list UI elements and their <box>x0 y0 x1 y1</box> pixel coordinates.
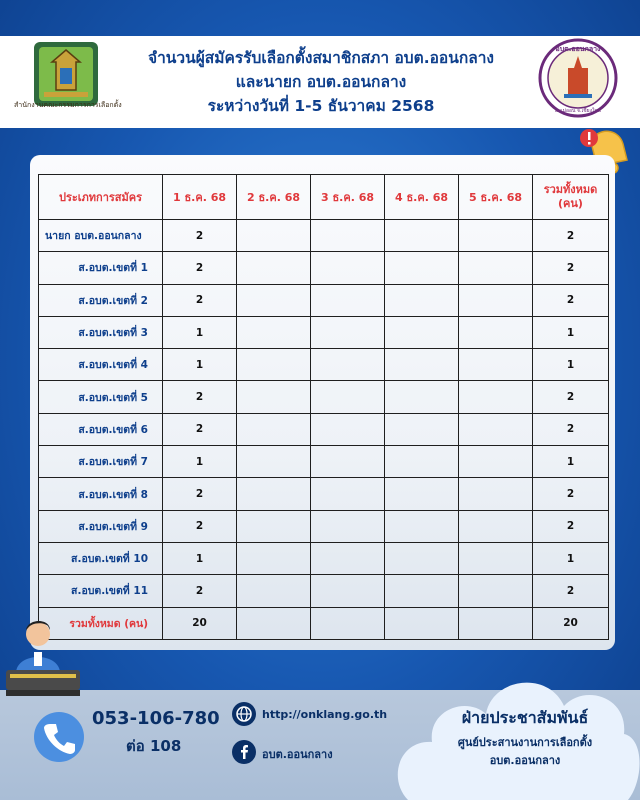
header-day-2: 2 ธ.ค. 68 <box>237 175 311 220</box>
cell-day-4 <box>385 349 459 381</box>
table-row <box>39 349 609 381</box>
header-day-5: 5 ธ.ค. 68 <box>459 175 533 220</box>
table-row <box>39 510 609 542</box>
table-row <box>39 575 609 607</box>
cell-day-3 <box>311 252 385 284</box>
cell-day-2 <box>237 413 311 445</box>
row-label: ส.อบต.เขตที่ 3 <box>39 316 163 348</box>
phone-number: 053-106-780 <box>92 708 220 729</box>
row-label: ส.อบต.เขตที่ 8 <box>39 478 163 510</box>
table-row <box>39 252 609 284</box>
cell-day-4 <box>385 478 459 510</box>
cell-day-2 <box>237 316 311 348</box>
cell-day-4 <box>385 446 459 478</box>
cell-day-5 <box>459 316 533 348</box>
department-title: ฝ่ายประชาสัมพันธ์ <box>461 708 589 727</box>
onklang-seal <box>538 38 618 118</box>
seal-bottom-text: อ.แม่ออน จ.เชียงใหม่ <box>554 108 602 114</box>
cell-day-4 <box>385 284 459 316</box>
globe-icon <box>232 702 256 726</box>
cell-day-1: 2 <box>163 478 237 510</box>
cell-day-1: 2 <box>163 284 237 316</box>
cell-day-1: 1 <box>163 349 237 381</box>
cell-day-4 <box>385 575 459 607</box>
presenter-icon <box>0 612 86 698</box>
title-line-3: ระหว่างวันที่ 1-5 ธันวาคม 2568 <box>207 97 435 115</box>
table-header-row <box>39 175 609 220</box>
page-title <box>104 46 538 118</box>
cell-day-2 <box>237 607 311 639</box>
cell-total: 2 <box>533 284 609 316</box>
header-day-1: 1 ธ.ค. 68 <box>163 175 237 220</box>
table-row <box>39 284 609 316</box>
cell-day-4 <box>385 381 459 413</box>
phone-extension: ต่อ 108 <box>126 737 182 755</box>
cell-day-2 <box>237 446 311 478</box>
cell-day-2 <box>237 220 311 252</box>
department-org: อบต.ออนกลาง <box>489 754 561 767</box>
ect-logo-caption: สำนักงานคณะกรรมการการเลือกตั้ง <box>14 101 122 109</box>
header-type: ประเภทการสมัคร <box>39 175 163 220</box>
row-label: ส.อบต.เขตที่ 4 <box>39 349 163 381</box>
cell-day-5 <box>459 413 533 445</box>
phone-icon <box>34 712 84 762</box>
row-label: ส.อบต.เขตที่ 10 <box>39 542 163 574</box>
cell-day-3 <box>311 349 385 381</box>
cell-day-5 <box>459 381 533 413</box>
row-label: ส.อบต.เขตที่ 6 <box>39 413 163 445</box>
cell-day-5 <box>459 575 533 607</box>
cell-day-3 <box>311 316 385 348</box>
cell-day-3 <box>311 284 385 316</box>
table-row <box>39 542 609 574</box>
cell-day-5 <box>459 252 533 284</box>
cell-day-5 <box>459 478 533 510</box>
row-label: ส.อบต.เขตที่ 5 <box>39 381 163 413</box>
cell-day-5 <box>459 446 533 478</box>
cell-total: 2 <box>533 381 609 413</box>
cell-day-3 <box>311 510 385 542</box>
row-label: ส.อบต.เขตที่ 1 <box>39 252 163 284</box>
cell-day-1: 2 <box>163 575 237 607</box>
cell-total: 2 <box>533 252 609 284</box>
cell-day-2 <box>237 349 311 381</box>
title-line-1: จำนวนผู้สมัครรับเลือกตั้งสมาชิกสภา อบต.ออนกลาง <box>148 49 494 67</box>
header-day-3: 3 ธ.ค. 68 <box>311 175 385 220</box>
department-subtitle: ศูนย์ประสานงานการเลือกตั้ง <box>457 736 593 749</box>
cell-day-2 <box>237 252 311 284</box>
cell-total: 1 <box>533 349 609 381</box>
cell-day-5 <box>459 220 533 252</box>
cell-day-4 <box>385 252 459 284</box>
applicants-table <box>38 174 609 640</box>
seal-top-text: อบต.ออนกลาง <box>555 45 601 53</box>
department-block <box>430 706 620 769</box>
cell-day-1: 2 <box>163 220 237 252</box>
row-label: ส.อบต.เขตที่ 2 <box>39 284 163 316</box>
row-label: ส.อบต.เขตที่ 9 <box>39 510 163 542</box>
cell-total: 1 <box>533 316 609 348</box>
cell-day-1: 2 <box>163 252 237 284</box>
facebook-link[interactable]: อบต.ออนกลาง <box>262 748 333 761</box>
cell-day-4 <box>385 510 459 542</box>
cell-day-4 <box>385 413 459 445</box>
cell-total: 2 <box>533 575 609 607</box>
cell-day-5 <box>459 349 533 381</box>
header-total: รวมทั้งหมด (คน) <box>533 175 609 220</box>
cell-day-2 <box>237 575 311 607</box>
cell-total: 2 <box>533 478 609 510</box>
cell-day-3 <box>311 607 385 639</box>
cell-total: 2 <box>533 220 609 252</box>
cell-day-1: 1 <box>163 542 237 574</box>
row-label: นายก อบต.ออนกลาง <box>39 220 163 252</box>
cell-day-2 <box>237 381 311 413</box>
cell-total: 2 <box>533 510 609 542</box>
table-row <box>39 413 609 445</box>
cell-day-1: 20 <box>163 607 237 639</box>
table-row <box>39 316 609 348</box>
cell-day-4 <box>385 316 459 348</box>
table-row <box>39 220 609 252</box>
cell-total: 20 <box>533 607 609 639</box>
row-label: ส.อบต.เขตที่ 7 <box>39 446 163 478</box>
cell-total: 2 <box>533 413 609 445</box>
cell-day-4 <box>385 220 459 252</box>
cell-day-3 <box>311 413 385 445</box>
cell-day-3 <box>311 446 385 478</box>
cell-day-2 <box>237 542 311 574</box>
website-link[interactable]: http://onklang.go.th <box>262 708 388 721</box>
cell-total: 1 <box>533 446 609 478</box>
table-row <box>39 446 609 478</box>
row-label: ส.อบต.เขตที่ 11 <box>39 575 163 607</box>
cell-day-1: 2 <box>163 413 237 445</box>
cell-day-2 <box>237 284 311 316</box>
cell-day-1: 2 <box>163 381 237 413</box>
cell-day-3 <box>311 381 385 413</box>
header-day-4: 4 ธ.ค. 68 <box>385 175 459 220</box>
table-row <box>39 478 609 510</box>
cell-day-3 <box>311 542 385 574</box>
cell-day-3 <box>311 220 385 252</box>
cell-total: 1 <box>533 542 609 574</box>
table-row <box>39 381 609 413</box>
cell-day-5 <box>459 284 533 316</box>
cell-day-2 <box>237 510 311 542</box>
cell-day-1: 1 <box>163 316 237 348</box>
cell-day-3 <box>311 478 385 510</box>
cell-day-2 <box>237 478 311 510</box>
facebook-icon <box>232 740 256 764</box>
cell-day-1: 2 <box>163 510 237 542</box>
cell-day-4 <box>385 542 459 574</box>
cell-day-5 <box>459 542 533 574</box>
cell-day-3 <box>311 575 385 607</box>
title-line-2: และนายก อบต.ออนกลาง <box>235 73 407 91</box>
cell-day-1: 1 <box>163 446 237 478</box>
cell-day-5 <box>459 510 533 542</box>
total-row-label: รวมทั้งหมด (คน) <box>39 607 163 639</box>
